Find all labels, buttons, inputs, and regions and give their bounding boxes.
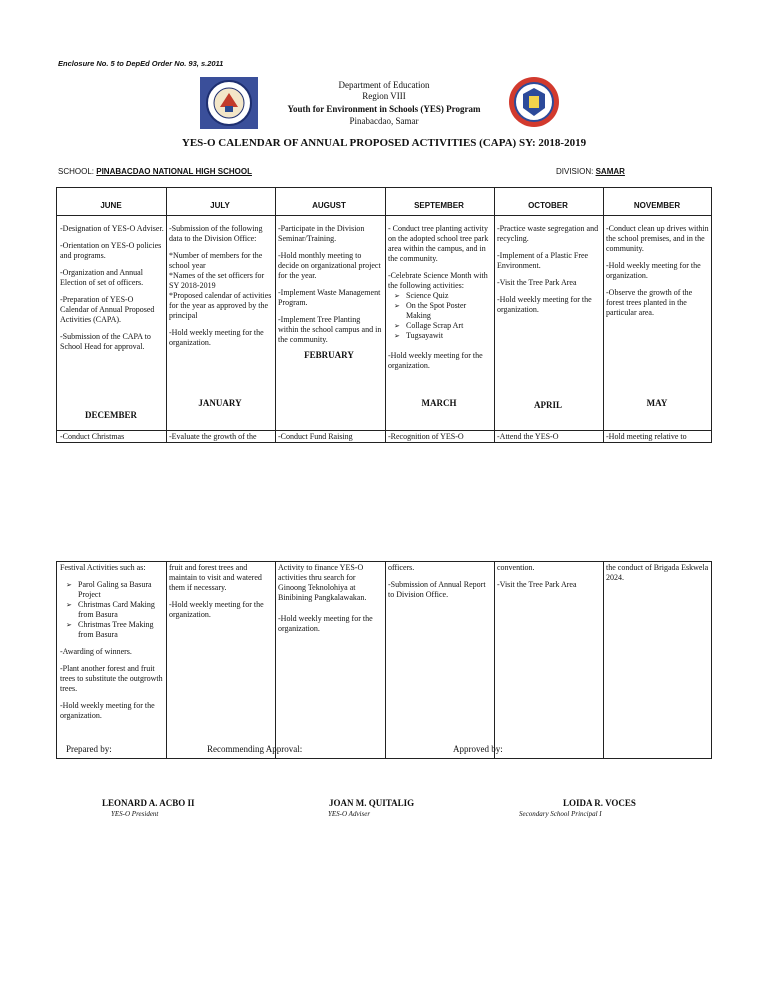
activity: officers. — [388, 563, 415, 572]
activity: -Awarding of winners. — [60, 647, 132, 656]
calendar-bottom-table — [56, 561, 712, 759]
cutoff-text: -Evaluate the growth of the — [169, 432, 257, 441]
activity: -Celebrate Science Month with the following activities: — [388, 271, 488, 290]
prepared-by-label: Prepared by: — [66, 744, 112, 754]
activity: -Hold weekly meeting for the organization. — [278, 614, 373, 633]
place-name: Pinabacdao, Samar — [349, 116, 419, 126]
activity: -Plant another forest and fruit trees to substitute the outgrowth trees. — [60, 664, 163, 693]
month-august: AUGUST — [312, 201, 346, 210]
activity: -Implement of a Plastic Free Environment. — [497, 251, 589, 270]
prepared-role: YES-O President — [111, 810, 159, 818]
activity: -Implement Tree Planting within the school campus and in the community. — [278, 315, 382, 344]
month-february: FEBRUARY — [304, 350, 354, 360]
school-value: PINABACDAO NATIONAL HIGH SCHOOL — [96, 167, 252, 176]
activity: -Implement Waste Management Program. — [278, 288, 381, 307]
activity: -Conduct clean up drives within the school premises, and in the community. — [606, 224, 709, 253]
activity: -Hold weekly meeting for the organization. — [497, 295, 592, 314]
activity: -Hold monthly meeting to decide on organizational project for the year. — [278, 251, 381, 280]
list-item: ➢ Parol Galing sa Basura Project — [78, 580, 164, 600]
october-activities — [497, 224, 601, 322]
activity: *Proposed calendar of activities for the year as approved by the principal — [169, 291, 272, 320]
division-label: DIVISION: — [556, 167, 594, 176]
list-item: ➢ Christmas Tree Making from Basura — [78, 620, 164, 640]
activity: *Names of the set officers for SY 2018-2019 — [169, 271, 265, 290]
august-activities — [278, 224, 382, 352]
december-list — [60, 580, 164, 640]
activity: -Visit the Tree Park Area — [497, 580, 577, 589]
division-value: SAMAR — [595, 167, 625, 176]
activity: -Preparation of YES-O Calendar of Annual Proposed Activities (CAPA). — [60, 295, 155, 324]
february-activities — [278, 563, 382, 641]
region-name: Region VIII — [362, 91, 406, 101]
may-activities — [606, 563, 710, 590]
enclosure-note: Enclosure No. 5 to DepEd Order No. 93, s.2011 — [58, 59, 224, 68]
activity: -Practice waste segregation and recycling. — [497, 224, 599, 243]
activity: *Number of members for the school year — [169, 251, 263, 270]
activity: -Hold weekly meeting for the organization. — [169, 328, 264, 347]
month-october: OCTOBER — [528, 201, 568, 210]
activity: Activity to finance YES-O activities thru search for Ginoong Teknolohiya at Binibining Pangkalawakan. — [278, 563, 367, 602]
month-june: JUNE — [100, 201, 122, 210]
month-may: MAY — [646, 398, 668, 408]
june-activities — [60, 224, 164, 359]
activity: -Hold weekly meeting for the organization. — [388, 351, 483, 370]
activity: -Submission of Annual Report to Division Office. — [388, 580, 486, 599]
activity: convention. — [497, 563, 535, 572]
month-march: MARCH — [421, 398, 457, 408]
activity: -Hold weekly meeting for the organization. — [606, 261, 701, 280]
cutoff-text: -Hold meeting relative to — [606, 432, 687, 441]
month-december: DECEMBER — [84, 410, 137, 420]
recommending-label: Recommending Approval: — [207, 744, 303, 754]
activity: -Hold weekly meeting for the organization. — [169, 600, 264, 619]
cutoff-text: -Conduct Fund Raising — [278, 432, 353, 441]
list-item: ➢ Collage Scrap Art — [406, 321, 492, 331]
month-november: NOVEMBER — [633, 201, 681, 210]
activity: -Visit the Tree Park Area — [497, 278, 577, 287]
activity: -Organization and Annual Election of set of officers. — [60, 268, 144, 287]
recommending-name: JOAN M. QUITALIG — [329, 798, 415, 808]
department-name: Department of Education — [338, 80, 430, 90]
cutoff-text: -Attend the YES-O — [497, 432, 559, 441]
activity: -Submission of the CAPA to School Head for approval. — [60, 332, 151, 351]
activity: -Submission of the following data to the Division Office: — [169, 224, 263, 243]
program-name: Youth for Environment in Schools (YES) Program — [287, 104, 481, 114]
activity: -Orientation on YES-O policies and programs. — [60, 241, 162, 260]
document-title: YES-O CALENDAR OF ANNUAL PROPOSED ACTIVITIES (CAPA) SY: 2018-2019 — [181, 137, 587, 149]
list-item: ➢ On the Spot Poster Making — [406, 301, 492, 321]
approved-name: LOIDA R. VOCES — [563, 798, 636, 808]
school-row — [58, 167, 252, 176]
approved-by-label: Approved by: — [453, 744, 503, 754]
november-activities — [606, 224, 710, 325]
prepared-name: LEONARD A. ACBO II — [102, 798, 195, 808]
january-activities — [169, 563, 273, 627]
cutoff-text: -Recognition of YES-O — [388, 432, 464, 441]
march-activities — [388, 563, 492, 607]
activity: fruit and forest trees and maintain to visit and watered them if necessary. — [169, 563, 262, 592]
list-item: ➢ Tugsayawit — [406, 331, 492, 341]
activity: Festival Activities such as: — [60, 563, 146, 572]
activity: -Hold weekly meeting for the organization. — [60, 701, 155, 720]
september-activities — [388, 224, 492, 378]
month-january: JANUARY — [198, 398, 242, 408]
april-activities — [497, 563, 601, 597]
month-july: JULY — [210, 201, 230, 210]
activity: -Observe the growth of the forest trees planted in the particular area. — [606, 288, 693, 317]
december-activities — [60, 563, 164, 728]
activity: the conduct of Brigada Eskwela 2024. — [606, 563, 709, 582]
cutoff-text: -Conduct Christmas — [60, 432, 125, 441]
science-month-list — [388, 291, 492, 341]
approved-role: Secondary School Principal I — [519, 810, 602, 818]
activity: -Designation of YES-O Adviser. — [60, 224, 164, 233]
month-september: SEPTEMBER — [414, 201, 464, 210]
division-row — [556, 167, 625, 176]
list-item: ➢ Christmas Card Making from Basura — [78, 600, 164, 620]
list-item: ➢ Science Quiz — [406, 291, 492, 301]
activity: - Conduct tree planting activity on the adopted school tree park area within the campus, and in the community. — [388, 224, 489, 263]
recommending-role: YES-O Adviser — [328, 810, 371, 818]
activity: -Participate in the Division Seminar/Training. — [278, 224, 365, 243]
july-activities — [169, 224, 273, 355]
month-april: APRIL — [533, 400, 562, 410]
school-label: SCHOOL: — [58, 167, 95, 176]
calendar-top-table — [56, 187, 712, 443]
